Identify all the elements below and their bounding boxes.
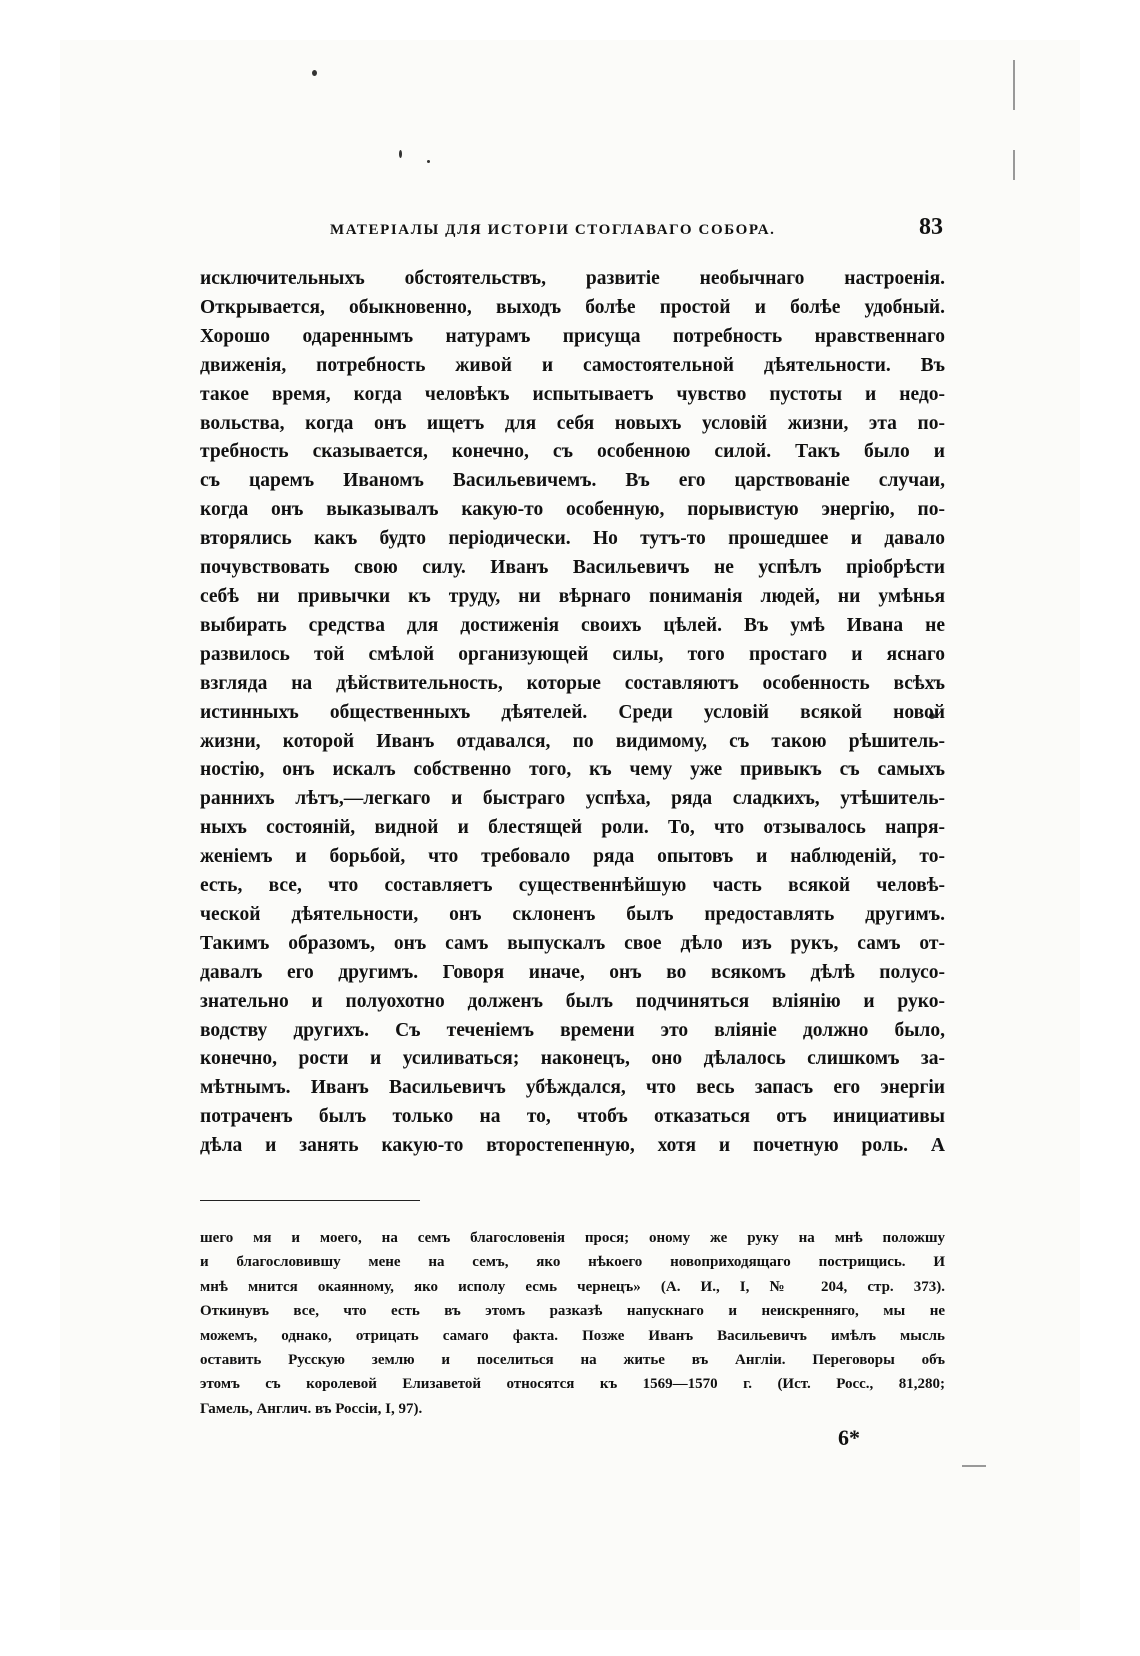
- body-line: требность сказывается, конечно, съ особенною силой. Такъ было и: [200, 441, 945, 463]
- body-line: вторялись какъ будто періодически. Но тутъ-то прошедшее и давало: [200, 528, 945, 550]
- footnote-line: оставить Русскую землю и поселиться на житье въ Англіи. Переговоры объ: [200, 1352, 945, 1369]
- scan-edge-mark: [962, 1465, 986, 1467]
- body-line: съ царемъ Иваномъ Васильевичемъ. Въ его царствованіе случаи,: [200, 470, 945, 492]
- body-line: жизни, которой Иванъ отдавался, по видимому, съ такою рѣшитель-: [200, 730, 945, 752]
- body-line: водству другихъ. Съ теченіемъ времени это вліяніе должно было,: [200, 1019, 945, 1041]
- body-line: есть, все, что составляетъ существеннѣйшую часть всякой человѣ-: [200, 875, 945, 897]
- page-number: 83: [919, 214, 943, 240]
- body-line: развилось той смѣлой организующей силы, того простаго и яснаго: [200, 643, 945, 665]
- body-line: исключительныхъ обстоятельствъ, развитіе необычнаго настроенія.: [200, 268, 945, 289]
- body-line: Хорошо одареннымъ натурамъ присуща потребность нравственнаго: [200, 325, 945, 347]
- body-line: истинныхъ общественныхъ дѣятелей. Среди условій всякой новой: [200, 701, 945, 723]
- scan-speck: [427, 160, 430, 163]
- body-line: такое время, когда человѣкъ испытываетъ чувство пустоты и недо-: [200, 383, 945, 405]
- footnote-line: и благословившу мене на семъ, яко нѣкоего новоприходящаго пострищись. И: [200, 1254, 945, 1271]
- body-line: движенія, потребность живой и самостоятельной дѣятельности. Въ: [200, 354, 945, 376]
- body-line: мѣтнымъ. Иванъ Васильевичъ убѣждался, что весь запасъ его энергіи: [200, 1077, 945, 1099]
- body-text: [200, 265, 945, 1161]
- signature-mark: 6*: [838, 1425, 860, 1450]
- body-line: ностію, онъ искалъ собственно того, къ чему уже привыкъ съ самыхъ: [200, 759, 945, 781]
- footnote-line: Гамель, Англич. въ Россіи, І, 97).: [200, 1400, 423, 1417]
- body-line: вольства, когда онъ ищетъ для себя новыхъ условій жизни, эта по-: [200, 412, 945, 434]
- body-line: выбирать средства для достиженія своихъ цѣлей. Въ умѣ Ивана не: [200, 614, 945, 636]
- scan-edge-mark: [1013, 150, 1015, 180]
- scan-edge-mark: [1013, 60, 1015, 110]
- footnote-line: мнѣ мнится окаянному, яко исполу есмь чернецъ» (А. И., І, № 204, стр. 373).: [200, 1278, 945, 1295]
- footnote-line: Откинувъ все, что есть въ этомъ разказѣ напускнаго и неискренняго, мы не: [200, 1303, 945, 1320]
- footnote-line: можемъ, однако, отрицать самаго факта. Позже Иванъ Васильевичъ имѣлъ мысль: [200, 1327, 945, 1344]
- body-line: себѣ ни привычки къ труду, ни вѣрнаго пониманія людей, ни умѣнья: [200, 585, 945, 607]
- footnote-line: этомъ съ королевой Елизаветой относятся къ 1569—1570 г. (Ист. Росс., 81,280;: [200, 1376, 945, 1393]
- body-line: ныхъ состояній, видной и блестящей роли. То, что отзывалось напря-: [200, 817, 945, 839]
- body-line: конечно, рости и усиливаться; наконецъ, оно дѣлалось слишкомъ за-: [200, 1048, 945, 1070]
- running-title: МАТЕРІАЛЫ ДЛЯ ИСТОРІИ СТОГЛАВАГО СОБОРА.: [330, 222, 776, 238]
- body-line: когда онъ выказывалъ какую-то особенную, порывистую энергію, по-: [200, 499, 945, 521]
- footnote-divider: [200, 1200, 420, 1201]
- scan-speck: [399, 150, 402, 158]
- footnote-text: [200, 1226, 945, 1421]
- body-line: дѣла и занять какую-то второстепенную, хотя и почетную роль. А: [200, 1135, 945, 1157]
- body-line: почувствовать свою силу. Иванъ Васильевичъ не успѣлъ пріобрѣсти: [200, 557, 945, 579]
- body-line: знательно и полуохотно долженъ былъ подчиняться вліянію и руко-: [200, 990, 945, 1012]
- scan-speck: [312, 70, 317, 76]
- body-line: женіемъ и борьбой, что требовало ряда опытовъ и наблюденій, то-: [200, 846, 945, 868]
- footnote-line: шего мя и моего, на семъ благословенія прося; оному же руку на мнѣ положшу: [200, 1230, 945, 1246]
- body-line: Такимъ образомъ, онъ самъ выпускалъ свое дѣло изъ рукъ, самъ от-: [200, 932, 945, 954]
- body-line: давалъ его другимъ. Говоря иначе, онъ во всякомъ дѣлѣ полусо-: [200, 961, 945, 983]
- body-line: потраченъ былъ только на то, чтобъ отказаться отъ инициативы: [200, 1106, 945, 1128]
- body-line: раннихъ лѣтъ,—легкаго и быстраго успѣха, ряда сладкихъ, утѣшитель-: [200, 788, 945, 810]
- running-header: [200, 214, 945, 248]
- body-line: ческой дѣятельности, онъ склоненъ былъ предоставлять другимъ.: [200, 903, 945, 925]
- body-line: Открывается, обыкновенно, выходъ болѣе простой и болѣе удобный.: [200, 296, 945, 318]
- body-line: взгляда на дѣйствительность, которые составляютъ особенность всѣхъ: [200, 672, 945, 694]
